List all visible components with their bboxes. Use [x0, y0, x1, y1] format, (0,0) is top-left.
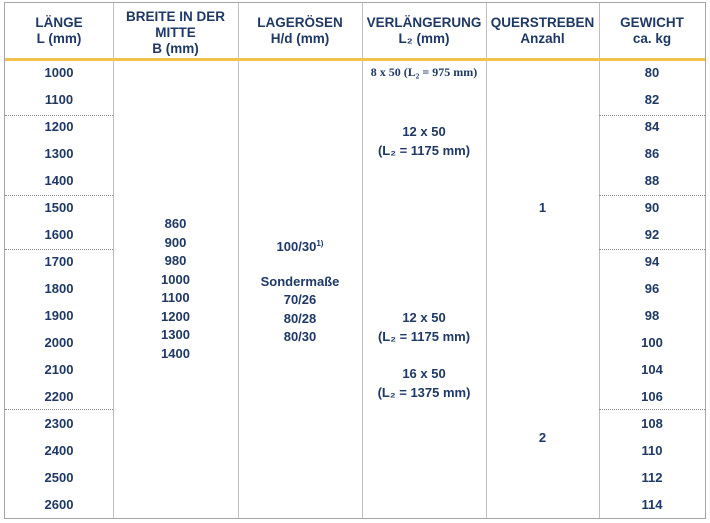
width-values	[113, 215, 238, 363]
header-weight-unit: ca. kg	[632, 31, 672, 46]
length-value: 2300	[44, 416, 74, 431]
length-value: 1900	[44, 308, 74, 323]
group-separator	[599, 249, 705, 250]
weight-value: 112	[641, 470, 663, 485]
length-value: 1400	[44, 173, 74, 188]
width-value: 900	[164, 234, 187, 250]
header-width	[113, 9, 238, 57]
weight-value: 92	[644, 227, 660, 242]
header-eyes	[238, 15, 362, 47]
length-value: 2400	[44, 443, 74, 458]
weight-value: 98	[644, 308, 660, 323]
weight-value: 86	[644, 146, 660, 161]
weight-value: 94	[644, 254, 660, 269]
length-value: 1500	[44, 200, 74, 215]
header-struts	[486, 15, 599, 47]
length-value: 2500	[44, 470, 74, 485]
weight-value: 80	[644, 65, 660, 80]
extension-size: 12 x 50	[402, 124, 446, 139]
length-value: 2100	[44, 362, 74, 377]
weight-value: 88	[644, 173, 660, 188]
weight-value: 114	[641, 497, 663, 512]
weight-value: 90	[644, 200, 660, 215]
extension-size: 12 x 50	[402, 310, 446, 325]
data-table	[4, 2, 706, 519]
header-length-unit: L (mm)	[36, 31, 82, 46]
width-value: 1400	[161, 345, 190, 361]
extension-length: (L₂ = 1375 mm)	[377, 384, 471, 400]
length-value: 2000	[44, 335, 74, 350]
header-width-title: BREITE IN DER	[125, 9, 225, 24]
length-value: 1700	[44, 254, 74, 269]
struts-count-lower: 2	[538, 430, 547, 445]
width-value: 980	[164, 253, 187, 268]
group-separator	[599, 409, 705, 410]
header-extension-title: VERLÄNGERUNG	[366, 15, 482, 30]
header-length-title: LÄNGE	[35, 15, 83, 30]
header-length	[5, 15, 113, 47]
header-rule	[5, 58, 705, 61]
length-value: 1800	[44, 281, 74, 296]
width-value: 860	[164, 216, 187, 231]
extension-block-2	[362, 309, 486, 346]
header-struts-title: QUERSTREBEN	[490, 15, 595, 30]
eyes-special-value: 80/30	[283, 329, 317, 344]
weight-value: 100	[641, 335, 663, 350]
group-separator	[5, 115, 113, 116]
header-width-unit: B (mm)	[152, 41, 199, 56]
weight-value: 104	[641, 362, 663, 377]
length-value: 1300	[44, 146, 74, 161]
group-separator	[5, 249, 113, 250]
length-value: 1000	[44, 65, 74, 80]
header-struts-unit: Anzahl	[520, 31, 565, 46]
eyes-values	[238, 235, 362, 347]
eyes-standard-value: 100/30	[276, 239, 317, 254]
weight-value: 84	[644, 119, 660, 134]
width-value: 1300	[161, 327, 190, 342]
group-separator	[5, 195, 113, 196]
group-separator	[599, 115, 705, 116]
header-extension-unit: L₂ (mm)	[398, 31, 450, 46]
eyes-special-value: 70/26	[283, 292, 317, 307]
width-value: 1100	[161, 290, 190, 305]
width-value: 1200	[161, 308, 190, 324]
extension-length: (L₂ = 1175 mm)	[377, 142, 471, 158]
length-value: 2600	[44, 497, 74, 512]
eyes-standard	[238, 235, 362, 257]
header-extension	[362, 15, 486, 47]
weight-value: 108	[641, 416, 663, 431]
extension-length: (L₂ = 1175 mm)	[377, 328, 471, 344]
header-width-title-2: MITTE	[155, 25, 196, 40]
length-value: 1100	[44, 92, 74, 107]
weight-value: 82	[644, 92, 660, 107]
weight-value: 96	[644, 281, 660, 296]
header-weight	[599, 15, 705, 47]
group-separator	[599, 195, 705, 196]
length-value: 2200	[44, 389, 74, 404]
extension-row-1: 8 x 50 (L₂ = 975 mm)	[370, 65, 478, 79]
weight-value: 110	[641, 443, 663, 458]
group-separator	[5, 409, 113, 410]
width-value: 1000	[161, 271, 190, 287]
header-eyes-title: LAGERÖSEN	[257, 15, 343, 30]
extension-block-3	[362, 365, 486, 402]
extension-size: 16 x 50	[402, 366, 446, 381]
header-weight-title: GEWICHT	[620, 15, 684, 30]
footnote-marker: 1)	[316, 239, 324, 248]
header-eyes-unit: H/d (mm)	[270, 31, 330, 46]
extension-block-1	[362, 123, 486, 160]
length-value: 1600	[44, 227, 74, 242]
eyes-special-label: Sondermaße	[260, 273, 340, 289]
eyes-special-value: 80/28	[283, 310, 317, 326]
struts-count-upper: 1	[538, 200, 547, 215]
weight-value: 106	[641, 389, 663, 404]
length-value: 1200	[44, 119, 74, 134]
